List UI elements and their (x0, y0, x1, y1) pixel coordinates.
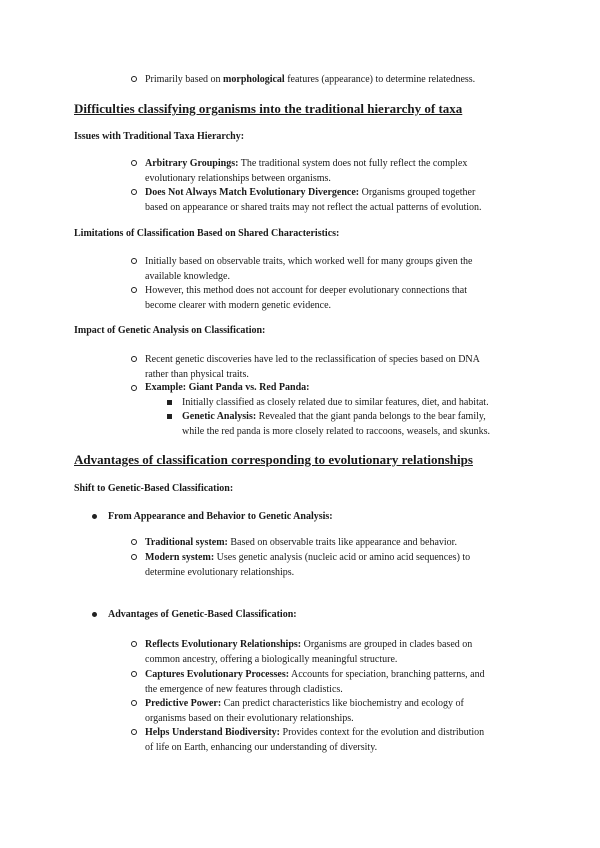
intro-text: Primarily based on (145, 74, 224, 85)
item-text-cont: rather than physical traits. (145, 369, 249, 380)
hollow-bullet-icon (131, 356, 137, 362)
item-text-cont: common ancestry, offering a biologically meaningful structure. (145, 654, 398, 665)
hollow-bullet-icon (131, 641, 137, 647)
item-text: Provides context for the evolution and distribution (280, 727, 485, 738)
item-text: Initially based on observable traits, which worked well for many groups given the (145, 256, 473, 267)
list-item (145, 283, 565, 313)
item-bold: Predictive Power: (145, 698, 222, 709)
sub-list-item (182, 409, 572, 439)
item-text: However, this method does not account for deeper evolutionary connections that (145, 285, 468, 296)
subheading-limitations: Limitations of Classification Based on Shared Characteristics: (74, 228, 340, 239)
hollow-bullet-icon (131, 385, 137, 391)
hollow-bullet-icon (131, 287, 137, 293)
intro-text-end: features (appearance) to determine relatedness. (284, 74, 476, 85)
subheading-impact: Impact of Genetic Analysis on Classification: (74, 325, 266, 336)
item-text-cont: based on appearance or shared traits may not reflect the actual patterns of evolution. (145, 202, 482, 213)
item-text-cont: organisms based on their evolutionary relationships. (145, 713, 354, 724)
item-bold: Genetic Analysis: (182, 411, 257, 422)
hollow-bullet-icon (131, 700, 137, 706)
item-bold: Captures Evolutionary Processes: (145, 669, 290, 680)
item-text-cont: determine evolutionary relationships. (145, 567, 295, 578)
item-text: Revealed that the giant panda belongs to the bear family, (256, 411, 486, 422)
list-item (145, 725, 565, 755)
list-item (145, 380, 309, 395)
subheading-shift: Shift to Genetic-Based Classification: (74, 483, 234, 494)
sub-list-item (182, 395, 567, 410)
item-text: Based on observable traits like appearance and behavior. (227, 537, 457, 548)
list-item (145, 667, 565, 697)
list-item (145, 254, 565, 284)
item-text: Organisms grouped together (359, 187, 476, 198)
intro-line (145, 72, 475, 87)
hollow-bullet-icon (131, 554, 137, 560)
item-text: Recent genetic discoveries have led to the reclassification of species based on DNA (145, 354, 480, 365)
item-text: Uses genetic analysis (nucleic acid or amino acid sequences) to (214, 552, 471, 563)
list-item (145, 352, 565, 382)
item-text: Initially classified as closely related due to similar features, diet, and habitat. (182, 397, 489, 408)
hollow-bullet-icon (131, 160, 137, 166)
hollow-bullet-icon (131, 189, 137, 195)
list-item (145, 535, 565, 550)
hollow-bullet-icon (131, 258, 137, 264)
item-text: Accounts for speciation, branching patterns, and (289, 669, 485, 680)
intro-bold: morphological (223, 74, 285, 85)
section-title-advantages: Advantages of classification corresponding to evolutionary relationships (74, 452, 473, 467)
bullet-heading: From Appearance and Behavior to Genetic Analysis: (108, 511, 333, 522)
item-text: Organisms are grouped in clades based on (301, 639, 473, 650)
list-item (145, 156, 565, 186)
item-text-cont: available knowledge. (145, 271, 230, 282)
item-bold: Does Not Always Match Evolutionary Divergence: (145, 187, 360, 198)
filled-bullet-icon (92, 514, 97, 519)
square-bullet-icon (167, 400, 172, 405)
hollow-bullet-icon (131, 539, 137, 545)
item-text-cont: become clearer with modern genetic evidence. (145, 300, 332, 311)
hollow-bullet-icon (131, 729, 137, 735)
hollow-bullet-icon (131, 671, 137, 677)
example-heading: Example: Giant Panda vs. Red Panda: (145, 382, 310, 393)
item-text-cont: of life on Earth, enhancing our understanding of diversity. (145, 742, 378, 753)
list-item (108, 509, 333, 524)
bullet-heading: Advantages of Genetic-Based Classification: (108, 609, 297, 620)
list-item (145, 696, 565, 726)
list-item (145, 550, 565, 580)
section-title-difficulties: Difficulties classifying organisms into the traditional hierarchy of taxa (74, 101, 463, 116)
list-item (145, 637, 565, 667)
hollow-bullet-icon (131, 76, 137, 82)
list-item (108, 607, 297, 622)
item-text: The traditional system does not fully reflect the complex (238, 158, 468, 169)
item-bold: Arbitrary Groupings: (145, 158, 239, 169)
item-bold: Modern system: (145, 552, 215, 563)
item-bold: Helps Understand Biodiversity: (145, 727, 281, 738)
subheading-issues: Issues with Traditional Taxa Hierarchy: (74, 131, 245, 142)
list-item (145, 185, 565, 215)
filled-bullet-icon (92, 612, 97, 617)
item-text-cont: evolutionary relationships between organisms. (145, 173, 331, 184)
square-bullet-icon (167, 414, 172, 419)
item-text: Can predict characteristics like biochemistry and ecology of (221, 698, 464, 709)
item-text-cont: while the red panda is more closely related to raccoons, weasels, and skunks. (182, 426, 490, 437)
item-text-cont: the emergence of new features through cladistics. (145, 684, 343, 695)
item-bold: Traditional system: (145, 537, 228, 548)
item-bold: Reflects Evolutionary Relationships: (145, 639, 302, 650)
